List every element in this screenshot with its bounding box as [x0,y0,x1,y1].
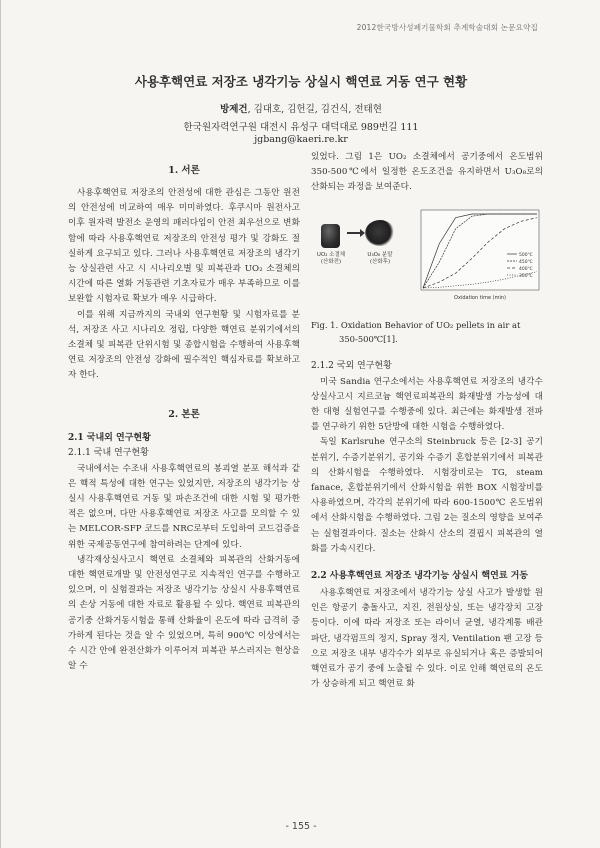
section-intro-heading: 1. 서론 [168,165,200,176]
domestic-paragraph-1: 국내에서는 수조내 사용후핵연료의 봉괴열 분포 해석과 같은 핵적 특성에 대한 연구는 있었지만, 저장조의 냉각기능 상실시 사용후핵연료 거동 및 파손조건에 대한 시험 및 평가한 적은 없으며, 다만 사용후핵연료 저장조 사고를 모의할 수 있는 MELCOR-SFP 코드를 NRC로부터 도입하여 코드검증을 위한 국제공동연구에 참여하려는 단계에 있다. [68,463,300,550]
page-number: - 155 - [285,821,317,832]
powder-label: U₃O₈ 분말 (산화후) [367,251,393,265]
co-authors: , 김대호, 김헌길, 김건식, 전태현 [247,104,382,115]
subsection-2-1-1-heading: 2.1.1 국내 연구현황 [68,447,149,458]
paper-title: 사용후핵연료 저장조 냉각기능 상실시 핵연료 거동 연구 현황 [134,74,468,89]
u3o8-powder-image [365,220,395,246]
foreign-paragraph-1: 미국 Sandia 연구소에서는 사용후핵연료 저장조의 냉각수 상실사고시 지르코늄 핵연료피복관의 화재발생 가능성에 대한 대형 실험연구를 수행중에 있다. 최근에는 화재발생 전파를 연구하기 위한 5단방에 대한 시험을 수행하였다. [311,376,543,433]
intro-paragraph-2: 이를 위해 지금까지의 국내외 연구현황 및 시험자료를 분석, 저장조 사고 시나리오 정립, 다양한 핵연료 분위기에서의 소결체 및 피복관 단위시험 및 종합시험을 수행하여 사용후핵연료 저장조의 안전성 강화에 필수적인 핵심자료를 확보하고자 한다. [68,309,300,381]
right-column [311,150,543,692]
arrow-icon [347,232,361,234]
caption-line-2: 350-500℃[1]. [339,333,398,344]
figure-1 [311,200,543,312]
subsection-2-2-heading: 2.2 사용후핵연료 저장조 냉각기능 상실시 핵연료 거동 [311,571,529,582]
affiliation: 한국원자력연구원 대전시 유성구 대덕대로 989번길 111 [183,122,419,133]
pellet-label: UO₂ 소결체 (산화전) [316,251,346,265]
figure-1-caption [311,318,543,346]
running-head: 2012한국방사성폐기물학회 추계학술대회 논문요약집 [356,23,538,32]
pool-accident-paragraph: 사용후핵연료 저장조에서 냉각기능 상실 사고가 발생할 원인은 항공기 충돌사고, 지진, 전원상실, 또는 냉각장치 고장 등이다. 이에 따라 저장조 또는 라이너 균열, 냉각계통 배관 파단, 냉각펌프의 정지, Spray 정지, Ventilation 팬 고장 등으로 저장조 내부 냉각수가 외부로 유실되거나 혹은 증발되어 핵연료가 공기 중에 노출될 수 있다. 이로 인해 핵연료의 온도가 상승하게 되고 핵연료 화 [311,588,543,690]
subsection-2-1-heading: 2.1 국내외 연구현황 [68,432,151,443]
section-body-heading: 2. 본론 [168,408,200,420]
x-axis-label: Oxidation time (min) [454,294,506,301]
legend-label-2: 400℃ [519,266,533,272]
legend-label-0: 500℃ [519,252,533,258]
continued-paragraph: 있었다. 그림 1은 UO₂ 소결체에서 공기중에서 온도범위 350-500℃에서 일정한 온도조건을 유지하면서 U₃O₈로의 산화되는 과정을 보여준다. [311,152,543,193]
caption-line-1: Fig. 1. Oxidation Behavior of UO₂ pellets in air at [311,319,521,330]
foreign-paragraph-2: 독일 Karlsruhe 연구소의 Steinbruck 등은 [2-3] 공기분위기, 수증기분위기, 공기와 수증기 혼합분위기에서 피복관의 산화시험을 수행하였다. 시험장비로는 TG, steam fanace, 혼합분위기에서 산화시험을 위한 BOX 시험장비를 사용하였으며, 각각의 분위기에 따라 600-1500℃ 온도범위에서 산화시험을 수행하였다. 그림 2는 질소의 영향을 보여주는 실험결과이다. 질소는 산화시 산소의 결핍시 피복관의 열화를 가속시킨다. [311,437,543,554]
intro-paragraph-1: 사용후핵연료 저장조의 안전성에 대한 관심은 그동안 원전의 안전성에 비교하여 매우 미미하였다. 후쿠시마 원전사고 이후 원자력 발전소 운영의 패러다임이 안전 최우선으로 변화함에 따라 사용후핵연료 저장조의 안전성 평가 및 강화도 절실하게 요구되고 있다. 그러나 사용후핵연료 저장조의 냉각기능 상실관련 사고 시 시나리오별 및 피복관과 UO₂ 소결체의 시간에 따른 열화 거동관련 기초자료가 매우 부족하므로 이를 보완할 시험자료 확보가 매우 시급하다. [68,188,300,305]
domestic-paragraph-2: 냉각재상실사고시 핵연료 소결체와 피복관의 산화거동에 대한 핵연료개발 및 안전성연구로 지속적인 연구를 수행하고 있으며, 이 실험결과는 저장조 냉각기능 상실시 사용후핵연료의 손상 거동에 대한 자료로 활용될 수 있다. 핵연료 피복관의 공기중 산화거동시험을 통해 산화율이 온도에 따라 급격히 증가하게 된다는 것을 알 수 있었으며, 특히 900℃ 이상에서는 수 시간 안에 완전산화가 이루어져 피복관 부스러지는 현상을 알 수 [68,554,300,672]
author-email: jgbang@kaeri.re.kr [254,134,348,145]
authors [1,101,600,115]
legend-label-3: 350℃ [519,273,533,279]
oxidation-chart [411,206,543,302]
uo2-pellet-image [321,224,340,248]
legend-label-1: 450℃ [519,259,533,265]
left-column [68,148,300,674]
subsection-2-1-2-heading: 2.1.2 국외 연구현황 [311,360,392,371]
lead-author: 방제건 [220,104,248,115]
